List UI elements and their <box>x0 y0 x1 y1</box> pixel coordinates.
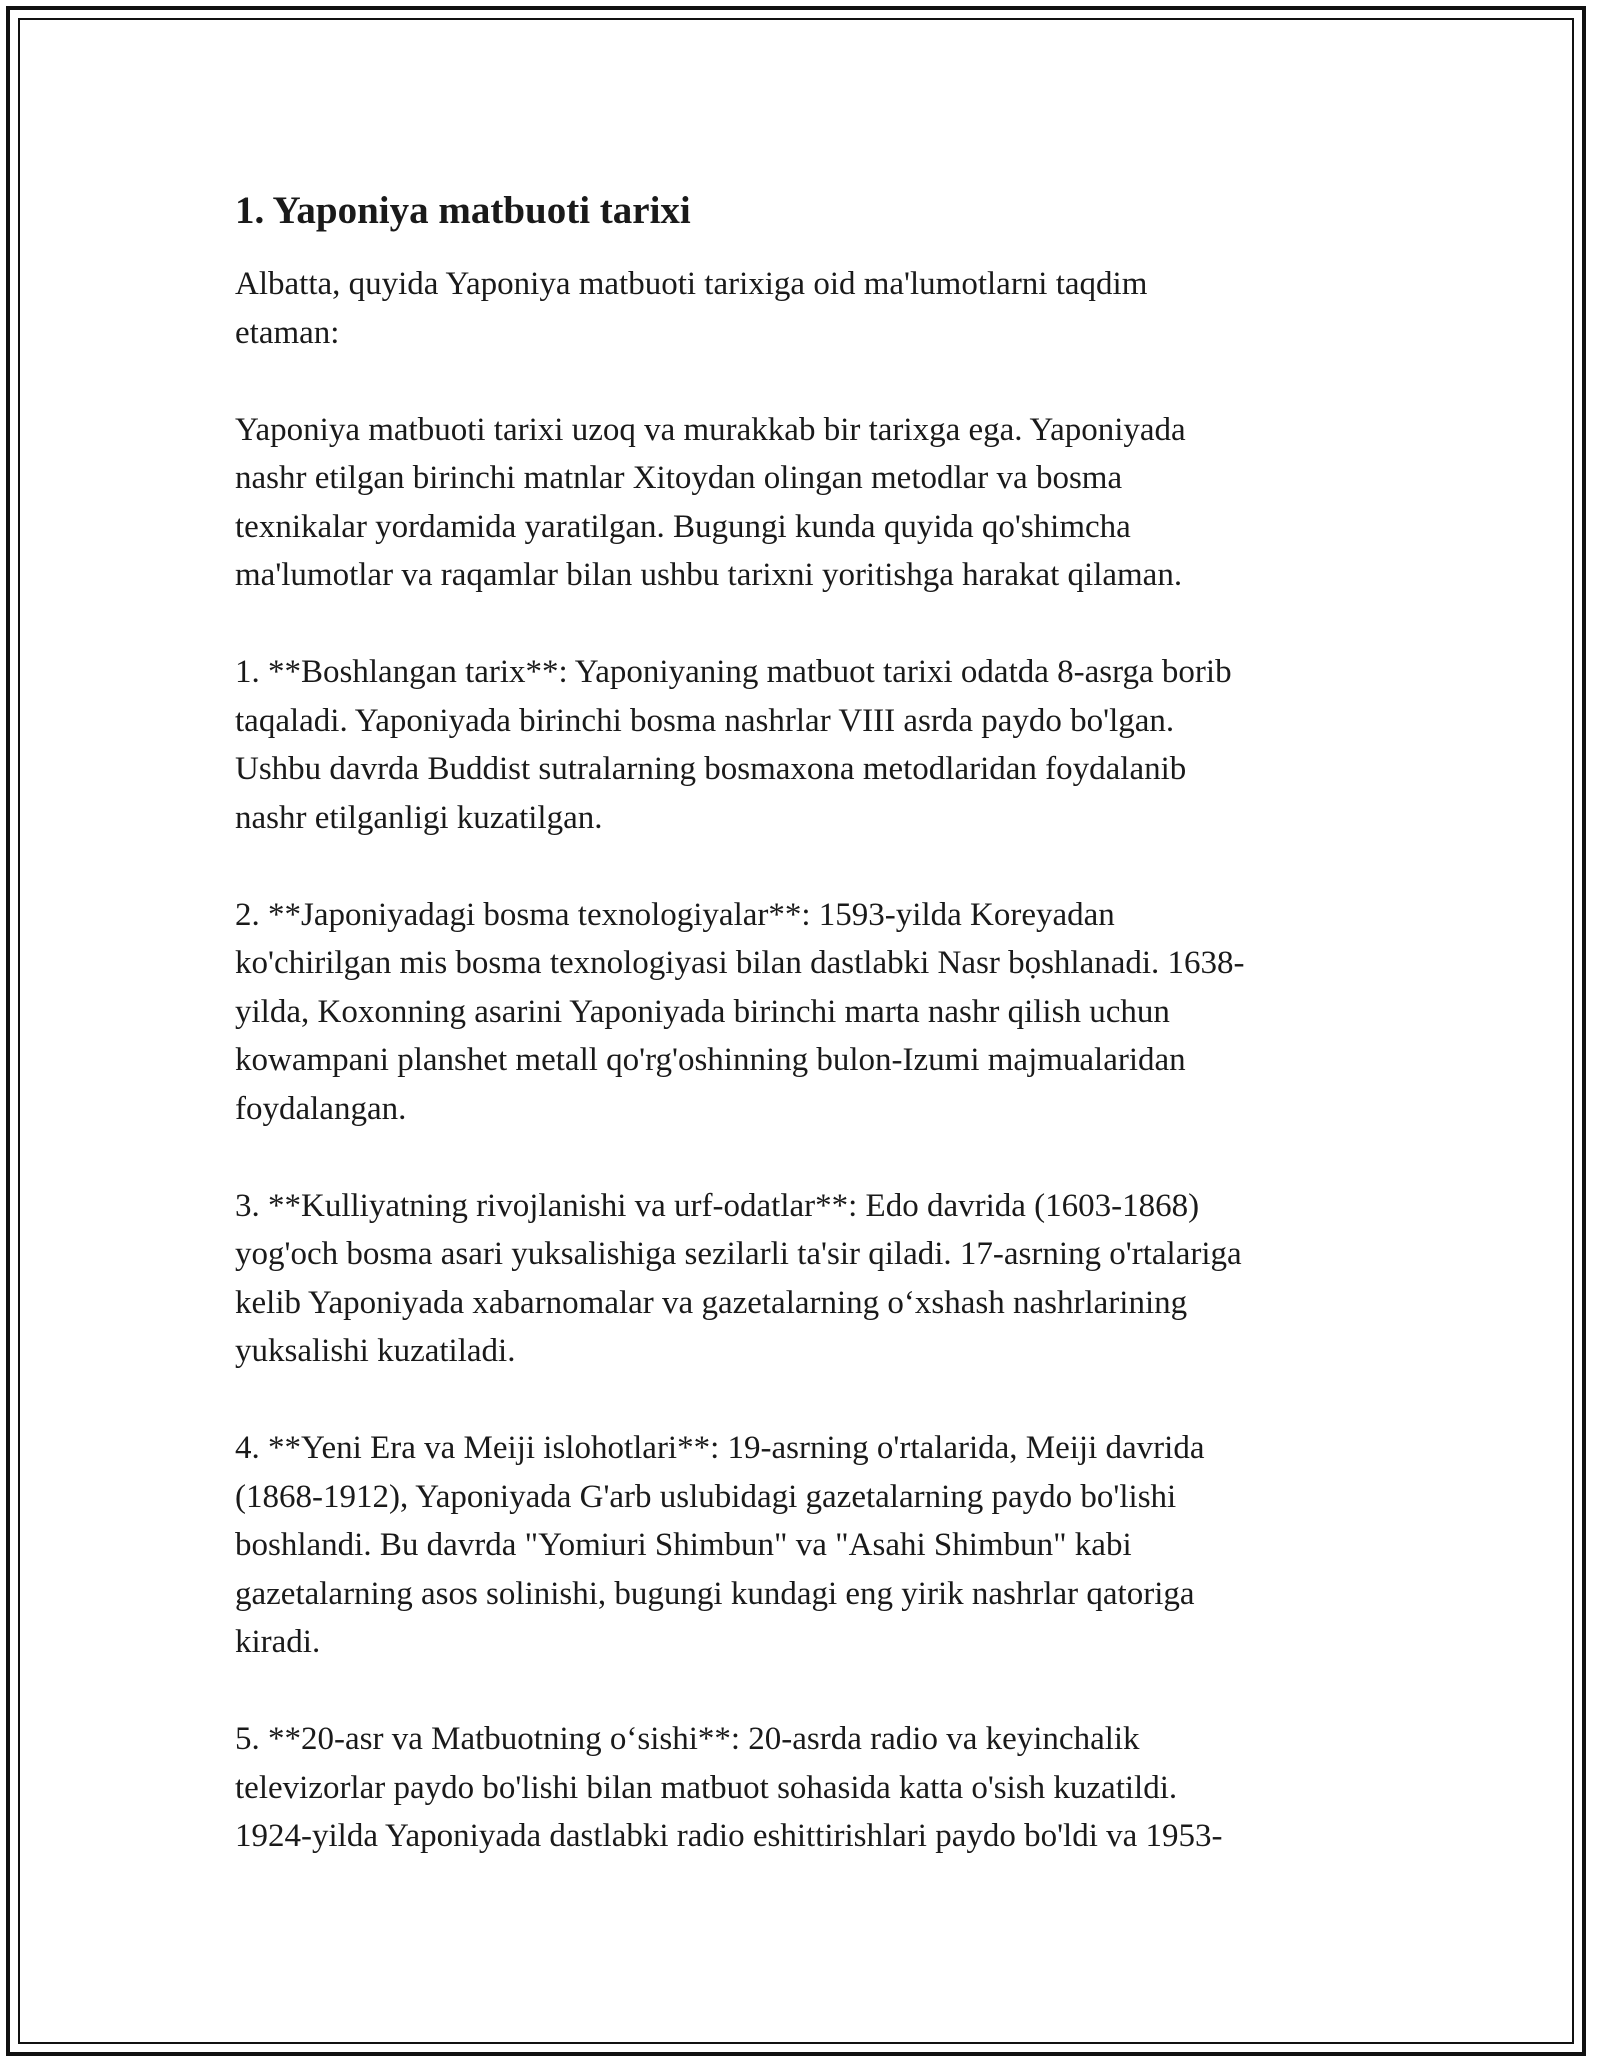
paragraph-overview: Yaponiya matbuoti tarixi uzoq va murakkab bir tarixga ega. Yaponiyada nashr etilgan birinchi matnlar Xitoydan olingan metodlar va bosma texnikalar yordamida yaratilgan. Bugungi kunda quyida qo'shimcha ma'lumotlar va raqamlar bilan ushbu tarixni yoritishga harakat qilaman. <box>235 411 1186 593</box>
paragraph-item-1: 1. **Boshlangan tarix**: Yaponiyaning matbuot tarixi odatda 8-asrga borib taqaladi. Yaponiyada birinchi bosma nashrlar VIII asrda paydo bo'lgan. Ushbu davrda Buddist sutralarning bosmaxona metodlaridan foydalanib nashr etilganligi kuzatilgan. <box>235 654 1232 836</box>
document-title: 1. Yaponiya matbuoti tarixi <box>235 189 691 232</box>
paragraph-item-4: 4. **Yeni Era va Meiji islohotlari**: 19-asrning o'rtalarida, Meiji davrida (1868-1912), Yaponiyada G'arb uslubidagi gazetalarning paydo bo'lishi boshlandi. Bu davrda "Yomiuri Shimbun" va "Asahi Shimbun" kabi gazetalarning asos solinishi, bugungi kundagi eng yirik nashrlar qatoriga kiradi. <box>235 1430 1205 1660</box>
paragraph-intro: Albatta, quyida Yaponiya matbuoti tarixiga oid ma'lumotlarni taqdim etaman: <box>235 266 1148 351</box>
paragraph-item-5: 5. **20-asr va Matbuotning o‘sishi**: 20-asrda radio va keyinchalik televizorlar paydo bo'lishi bilan matbuot sohasida katta o'sish kuzatildi. 1924-yilda Yaponiyada dastlabki radio eshittirishlari paydo bo'ldi va 1953- <box>235 1721 1223 1854</box>
paragraph-item-2: 2. **Japoniyadagi bosma texnologiyalar**: 1593-yilda Koreyadan ko'chirilgan mis bosma texnologiyasi bilan dastlabki Nasr bọshlanadi. 1638- yilda, Koxonning asarini Yaponiyada birinchi marta nashr qilish uchun kowampani planshet metall qo'rg'oshinning bulon-Izumi majmualaridan foydalangan. <box>235 896 1245 1127</box>
document-body <box>235 186 1365 1909</box>
paragraph-item-3: 3. **Kulliyatning rivojlanishi va urf-odatlar**: Edo davrida (1603-1868) yog'och bosma asari yuksalishiga sezilarli ta'sir qiladi. 17-asrning o'rtalariga kelib Yaponiyada xabarnomalar va gazetalarning o‘xshash nashrlarining yuksalishi kuzatiladi. <box>235 1187 1242 1369</box>
